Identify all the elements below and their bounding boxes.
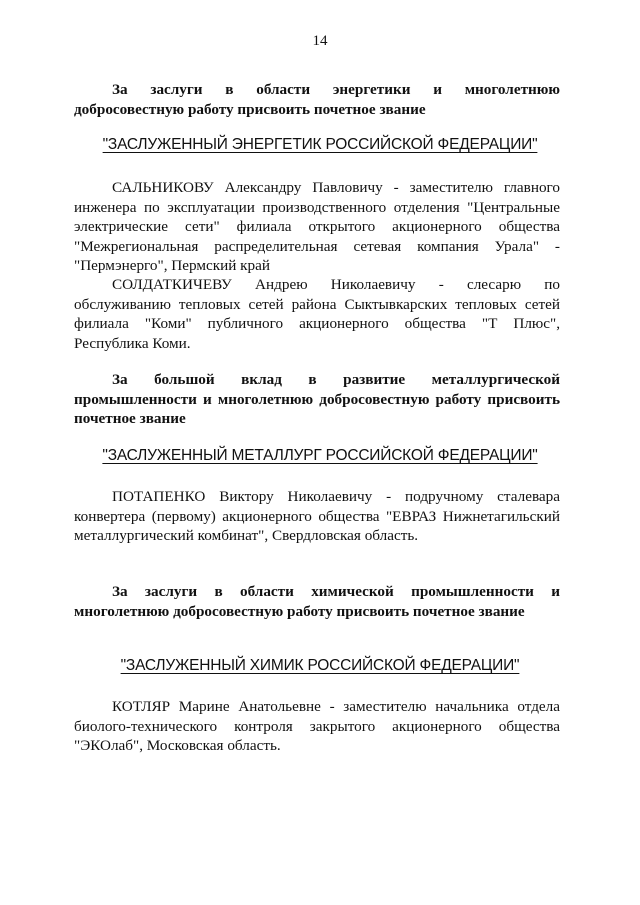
section-heading-metallurgy: За большой вклад в развитие металлургической промышленности и многолетнюю добросовестную работу присвоить почетное звание — [74, 371, 560, 427]
section-heading-chemistry: За заслуги в области химической промышленности и многолетнюю добросовестную работу присвоить почетное звание — [74, 583, 560, 620]
award-entry: КОТЛЯР Марине Анатольевне - заместителю начальника отдела биолого-технического контроля закрытого акционерного общества "ЭКОлаб", Московская область. — [74, 698, 560, 754]
award-entry: САЛЬНИКОВУ Александру Павловичу - заместителю главного инженера по эксплуатации производственного отделения "Центральные электрические сети" филиала открытого акционерного общества "Межрегиональная распределительная сетевая компания Урала" - "Пермэнерго", Пермский край — [74, 179, 560, 274]
page-number: 14 — [312, 33, 328, 49]
title-energy: "ЗАСЛУЖЕННЫЙ ЭНЕРГЕТИК РОССИЙСКОЙ ФЕДЕРАЦИИ" — [102, 136, 538, 153]
award-entry: ПОТАПЕНКО Виктору Николаевичу - подручному сталевара конвертера (первому) акционерного общества "ЕВРАЗ Нижнетагильский металлургический комбинат", Свердловская область. — [74, 488, 560, 544]
section-heading-energy: За заслуги в области энергетики и многолетнюю добросовестную работу присвоить почетное звание — [74, 81, 560, 118]
title-metallurgy: "ЗАСЛУЖЕННЫЙ МЕТАЛЛУРГ РОССИЙСКОЙ ФЕДЕРАЦИИ" — [102, 447, 538, 464]
title-chemistry: "ЗАСЛУЖЕННЫЙ ХИМИК РОССИЙСКОЙ ФЕДЕРАЦИИ" — [120, 657, 520, 674]
award-entry: СОЛДАТКИЧЕВУ Андрею Николаевичу - слесарю по обслуживанию тепловых сетей района Сыктывкарских тепловых сетей филиала "Коми" публичного акционерного общества "Т Плюс", Республика Коми. — [74, 276, 560, 352]
